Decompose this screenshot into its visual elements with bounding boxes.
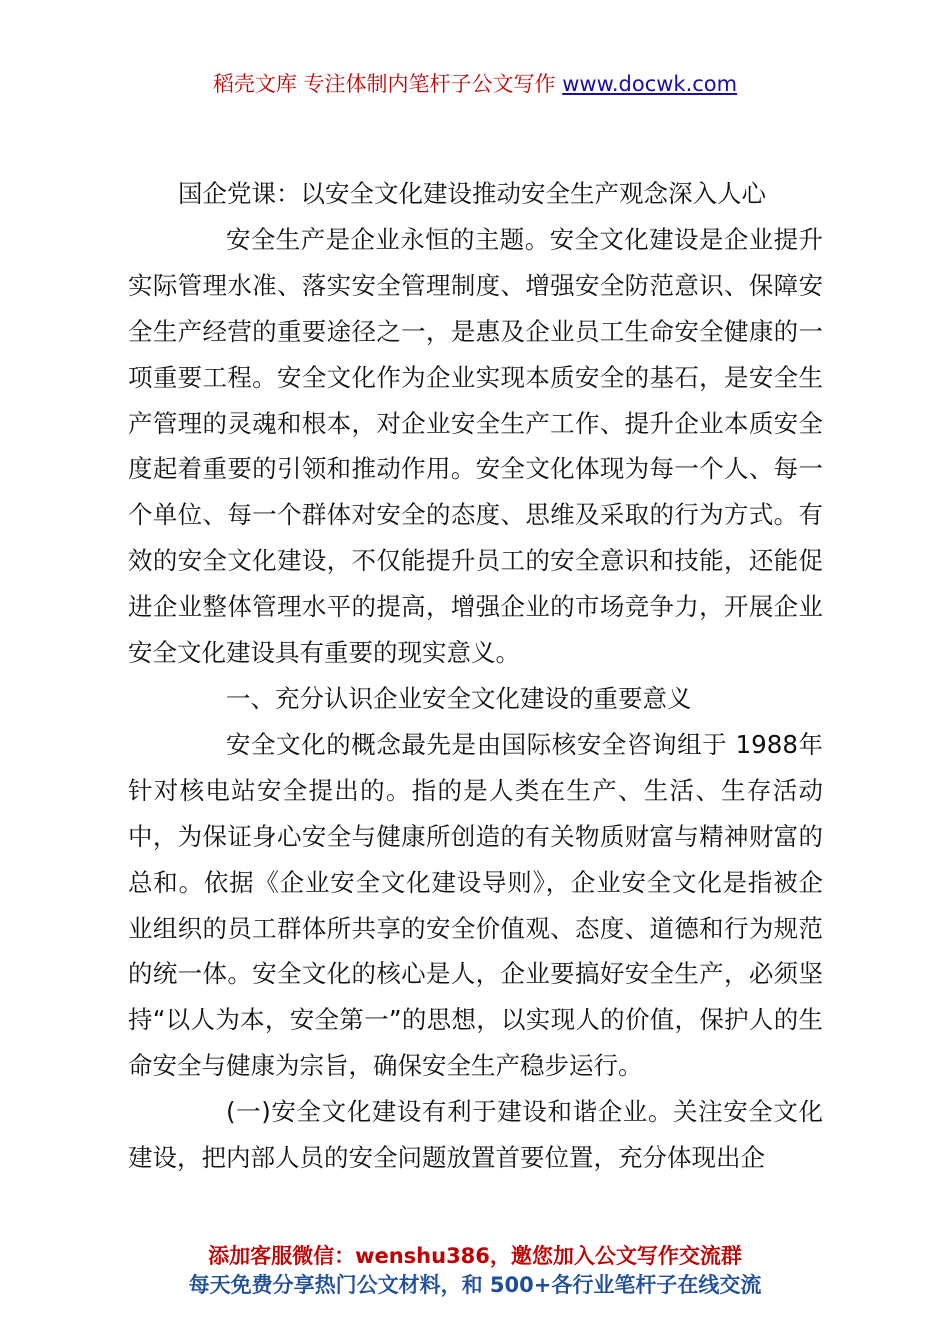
- article-title: 国企党课：以安全文化建设推动安全生产观念深入人心: [178, 179, 766, 208]
- article-paragraph: (一)安全文化建设有利于建设和谐企业。关注安全文化建设，把内部人员的安全问题放置首要位置，充分体现出企: [128, 1097, 823, 1173]
- article-body: [128, 171, 823, 1181]
- footer-wechat-line: 添加客服微信：wenshu386，邀您加入公文写作交流群: [208, 1244, 742, 1268]
- header-site-link[interactable]: www.docwk.com: [562, 72, 738, 96]
- page-footer: [0, 1242, 950, 1300]
- article-paragraph: 安全生产是企业永恒的主题。安全文化建设是企业提升实际管理水准、落实安全管理制度、增强安全防范意识、保障安全生产经营的重要途径之一，是惠及企业员工生命安全健康的一项重要工程。安全文化作为企业实现本质安全的基石，是安全生产管理的灵魂和根本，对企业安全生产工作、提升企业本质安全度起着重要的引领和推动作用。安全文化体现为每一个人、每一个单位、每一个群体对安全的态度、思维及采取的行为方式。有效的安全文化建设，不仅能提升员工的安全意识和技能，还能促进企业整体管理水平的提高，增强企业的市场竞争力，开展企业安全文化建设具有重要的现实意义。: [128, 224, 823, 668]
- header-brand-text: 稻壳文库 专注体制内笔杆子公文写作: [212, 72, 556, 96]
- article-paragraph: 安全文化的概念最先是由国际核安全咨询组于 1988年针对核电站安全提出的。指的是人类在生产、生活、生存活动中，为保证身心安全与健康所创造的有关物质财富与精神财富的总和。依据《企业安全文化建设导则》，企业安全文化是指被企业组织的员工群体所共享的安全价值观、态度、道德和行为规范的统一体。安全文化的核心是人，企业要搞好安全生产，必须坚持“以人为本，安全第一”的思想，以实现人的价值，保护人的生命安全与健康为宗旨，确保安全生产稳步运行。: [128, 729, 823, 1081]
- page-header: [0, 68, 950, 100]
- section-heading: 一、充分认识企业安全文化建设的重要意义: [226, 683, 692, 713]
- footer-share-line: 每天免费分享热门公文材料，和 500+各行业笔杆子在线交流: [188, 1273, 762, 1297]
